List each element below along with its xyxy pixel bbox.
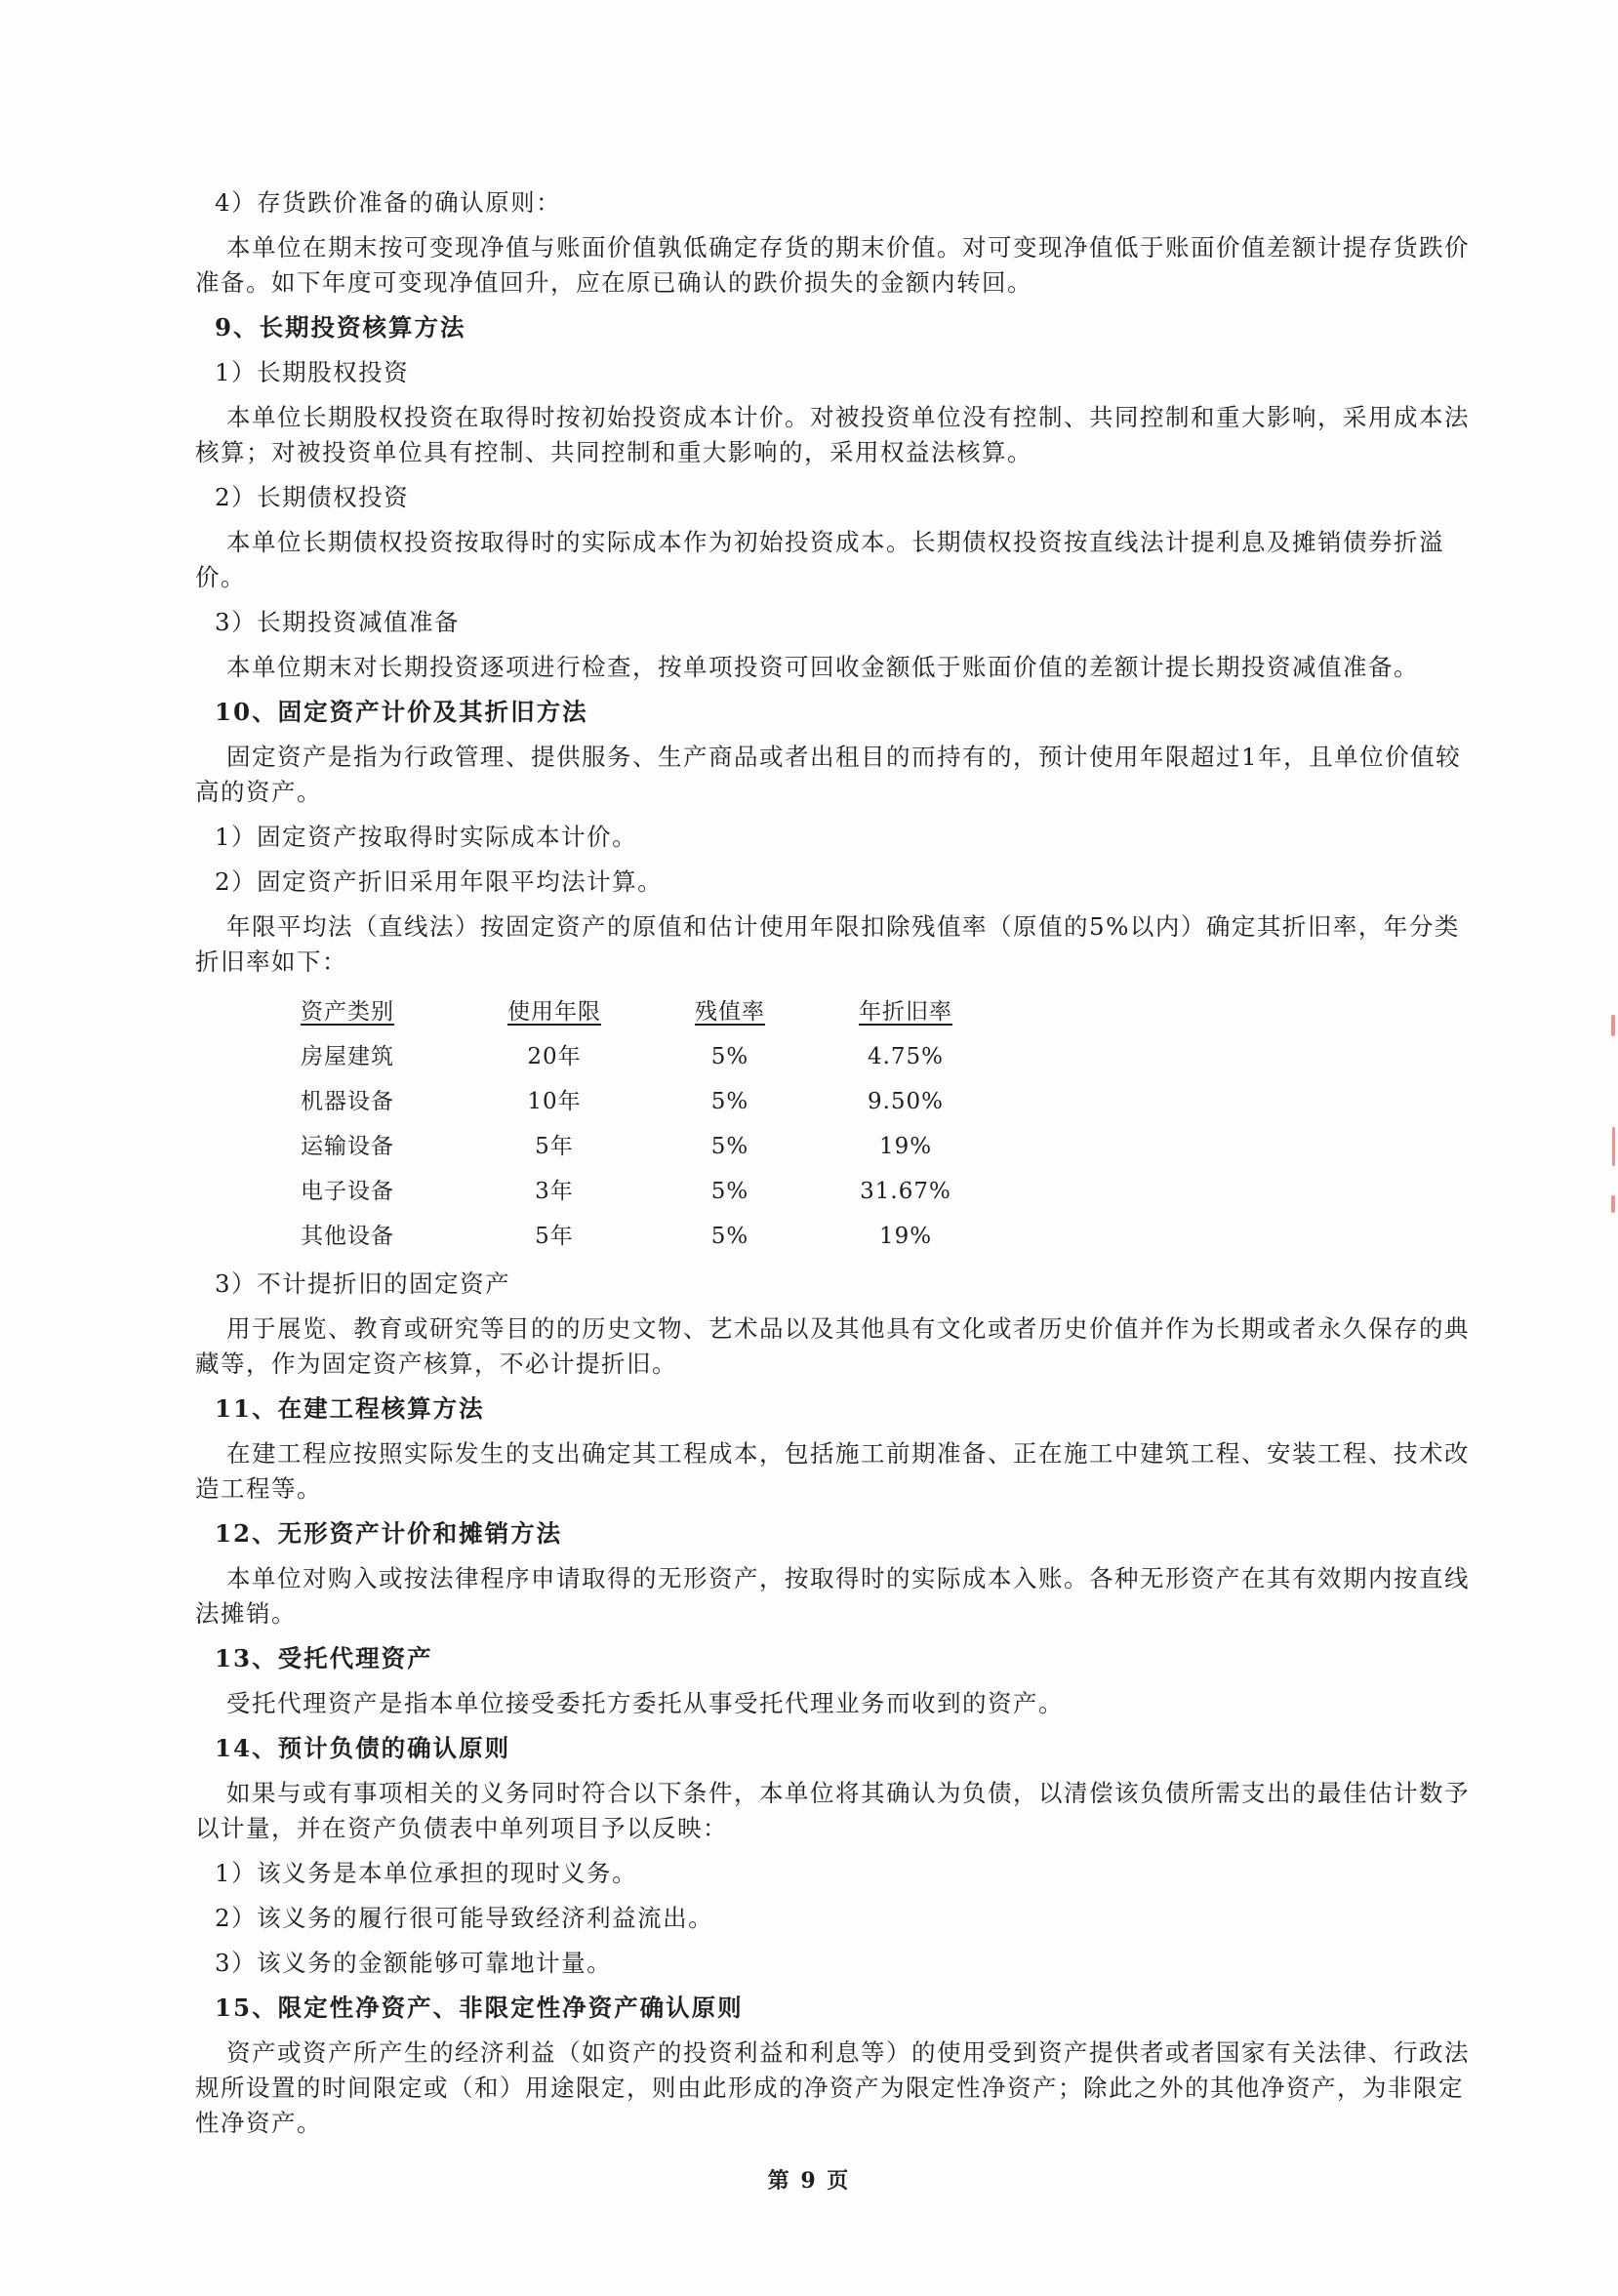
table-cell: 5% xyxy=(710,1089,749,1114)
table-row xyxy=(301,1124,1003,1169)
table-row xyxy=(301,1214,1003,1259)
table-cell: 10年 xyxy=(527,1089,582,1114)
paragraph: 本单位长期债权投资按取得时的实际成本作为初始投资成本。长期债权投资按直线法计提利息及摊销债券折溢价。 xyxy=(195,528,1444,591)
paragraph: 受托代理资产是指本单位接受委托方委托从事受托代理业务而收到的资产。 xyxy=(226,1689,1064,1717)
table-cell: 31.67% xyxy=(860,1179,951,1204)
sub-item: 2）该义务的履行很可能导致经济利益流出。 xyxy=(215,1904,714,1932)
paragraph: 本单位对购入或按法律程序申请取得的无形资产，按取得时的实际成本入账。各种无形资产在其有效期内按直线法摊销。 xyxy=(195,1564,1470,1628)
section-heading: 14、预计负债的确认原则 xyxy=(215,1734,511,1762)
table-cell: 机器设备 xyxy=(301,1089,394,1114)
column-header xyxy=(652,989,808,1034)
table-cell: 19% xyxy=(878,1224,933,1249)
section-heading: 12、无形资产计价和摊销方法 xyxy=(215,1519,563,1548)
column-header-label: 年折旧率 xyxy=(859,999,952,1025)
section-heading: 13、受托代理资产 xyxy=(215,1644,433,1672)
paragraph: 年限平均法（直线法）按固定资产的原值和估计使用年限扣除残值率（原值的5%以内）确定其折旧率，年分类折旧率如下： xyxy=(195,912,1460,976)
table-cell: 5% xyxy=(710,1134,749,1159)
paragraph: 本单位期末对长期投资逐项进行检查，按单项投资可回收金额低于账面价值的差额计提长期投资减值准备。 xyxy=(226,653,1419,681)
sub-item: 2）固定资产折旧采用年限平均法计算。 xyxy=(215,867,664,896)
paragraph: 在建工程应按照实际发生的支出确定其工程成本，包括施工前期准备、正在施工中建筑工程、安装工程、技术改造工程等。 xyxy=(195,1439,1470,1503)
seal-mark xyxy=(1611,1015,1615,1036)
document-body xyxy=(195,185,1483,2151)
depreciation-rate-table xyxy=(301,989,1003,1259)
sub-item: 4）存货跌价准备的确认原则： xyxy=(215,188,562,217)
table-cell: 房屋建筑 xyxy=(301,1044,394,1069)
table-header-row xyxy=(301,989,1003,1034)
seal-mark xyxy=(1612,1127,1615,1166)
table-cell: 5% xyxy=(710,1044,749,1069)
table-cell: 电子设备 xyxy=(301,1179,394,1204)
sub-item: 1）固定资产按取得时实际成本计价。 xyxy=(215,823,638,851)
table-cell: 5% xyxy=(710,1179,749,1204)
page-number: 第 9 页 xyxy=(767,2168,851,2194)
table-row xyxy=(301,1169,1003,1214)
column-header xyxy=(457,989,652,1034)
paragraph: 固定资产是指为行政管理、提供服务、生产商品或者出租目的而持有的，预计使用年限超过1年，且单位价值较高的资产。 xyxy=(195,743,1462,806)
table-cell: 5年 xyxy=(535,1224,574,1249)
column-header-label: 资产类别 xyxy=(301,999,394,1025)
table-row xyxy=(301,1079,1003,1124)
table-cell: 其他设备 xyxy=(301,1224,394,1249)
section-heading: 10、固定资产计价及其折旧方法 xyxy=(215,698,588,726)
paragraph: 用于展览、教育或研究等目的的历史文物、艺术品以及其他具有文化或者历史价值并作为长期或者永久保存的典藏等，作为固定资产核算，不必计提折旧。 xyxy=(195,1314,1470,1378)
table-cell: 运输设备 xyxy=(301,1134,394,1159)
table-cell: 19% xyxy=(878,1134,933,1159)
sub-item: 3）长期投资减值准备 xyxy=(215,608,461,636)
sub-item: 1）该义务是本单位承担的现时义务。 xyxy=(215,1859,638,1887)
paragraph: 如果与或有事项相关的义务同时符合以下条件，本单位将其确认为负债，以清偿该负债所需支出的最佳估计数予以计量，并在资产负债表中单列项目予以反映： xyxy=(195,1779,1470,1842)
column-header xyxy=(808,989,1003,1034)
column-header-label: 残值率 xyxy=(695,999,765,1025)
sub-item: 3）不计提折旧的固定资产 xyxy=(215,1269,511,1298)
section-heading: 15、限定性净资产、非限定性净资产确认原则 xyxy=(215,1994,744,2022)
table-cell: 20年 xyxy=(527,1044,582,1069)
paragraph: 本单位在期末按可变现净值与账面价值孰低确定存货的期末价值。对可变现净值低于账面价值差额计提存货跌价准备。如下年度可变现净值回升，应在原已确认的跌价损失的金额内转回。 xyxy=(195,233,1470,297)
column-header-label: 使用年限 xyxy=(507,999,601,1025)
sub-item: 3）该义务的金额能够可靠地计量。 xyxy=(215,1949,613,1977)
table-cell: 5% xyxy=(710,1224,749,1249)
column-header xyxy=(301,989,457,1034)
table-cell: 3年 xyxy=(535,1179,574,1204)
section-heading: 9、长期投资核算方法 xyxy=(215,313,466,342)
sub-item: 2）长期债权投资 xyxy=(215,483,410,511)
table-cell: 9.50% xyxy=(867,1089,945,1114)
section-heading: 11、在建工程核算方法 xyxy=(215,1394,485,1423)
table-cell: 5年 xyxy=(535,1134,574,1159)
table-row xyxy=(301,1034,1003,1079)
paragraph: 本单位长期股权投资在取得时按初始投资成本计价。对被投资单位没有控制、共同控制和重大影响，采用成本法核算；对被投资单位具有控制、共同控制和重大影响的，采用权益法核算。 xyxy=(195,403,1470,466)
seal-mark xyxy=(1611,1195,1615,1213)
sub-item: 1）长期股权投资 xyxy=(215,358,410,386)
table-cell: 4.75% xyxy=(867,1044,945,1069)
paragraph: 资产或资产所产生的经济利益（如资产的投资利益和利息等）的使用受到资产提供者或者国家有关法律、行政法规所设置的时间限定或（和）用途限定，则由此形成的净资产为限定性净资产；除此之外的其他净资产，为非限定性净资产。 xyxy=(195,2038,1470,2137)
